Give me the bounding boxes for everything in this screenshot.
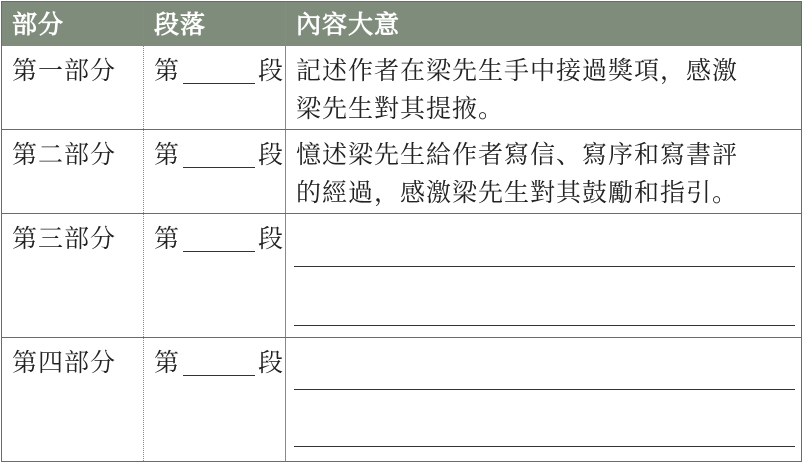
header-paragraph: 段落: [154, 10, 207, 39]
content-line: 梁先生對其提掖。: [296, 94, 505, 123]
row-divider: [2, 213, 801, 214]
row1-part: 第一部分: [12, 56, 117, 85]
row2-part: 第二部分: [12, 140, 117, 169]
para-suffix: 段: [258, 140, 285, 169]
para-suffix: 段: [258, 348, 285, 377]
column-divider: [285, 2, 286, 461]
row3-part: 第三部分: [12, 224, 117, 253]
para-suffix: 段: [258, 224, 285, 253]
paragraph-blank[interactable]: [183, 141, 255, 168]
answer-line[interactable]: [294, 325, 795, 326]
answer-line[interactable]: [294, 389, 795, 390]
para-prefix: 第: [154, 140, 181, 169]
row-divider: [2, 337, 801, 338]
answer-line[interactable]: [294, 266, 795, 267]
para-prefix: 第: [154, 348, 181, 377]
row-divider: [2, 129, 801, 130]
table-header: [2, 2, 801, 46]
para-prefix: 第: [154, 224, 181, 253]
para-prefix: 第: [154, 56, 181, 85]
row3-paragraph: [154, 220, 284, 258]
row1-paragraph: [154, 52, 284, 90]
column-divider: [143, 2, 144, 461]
row2-content: [296, 136, 738, 212]
paragraph-blank[interactable]: [183, 225, 255, 252]
row2-paragraph: [154, 136, 284, 174]
row4-paragraph: [154, 344, 284, 382]
paragraph-blank[interactable]: [183, 349, 255, 376]
content-line: 記述作者在梁先生手中接過獎項，感激: [296, 56, 739, 85]
paragraph-blank[interactable]: [183, 57, 255, 84]
row4-part: 第四部分: [12, 348, 117, 377]
answer-line[interactable]: [294, 446, 795, 447]
content-line: 憶述梁先生給作者寫信、寫序和寫書評: [296, 140, 739, 169]
summary-table: [1, 1, 802, 462]
row1-content: [296, 52, 738, 128]
header-content: 內容大意: [296, 10, 401, 39]
header-part: 部分: [12, 10, 65, 39]
para-suffix: 段: [258, 56, 285, 85]
content-line: 的經過，感激梁先生對其鼓勵和指引。: [296, 178, 739, 207]
